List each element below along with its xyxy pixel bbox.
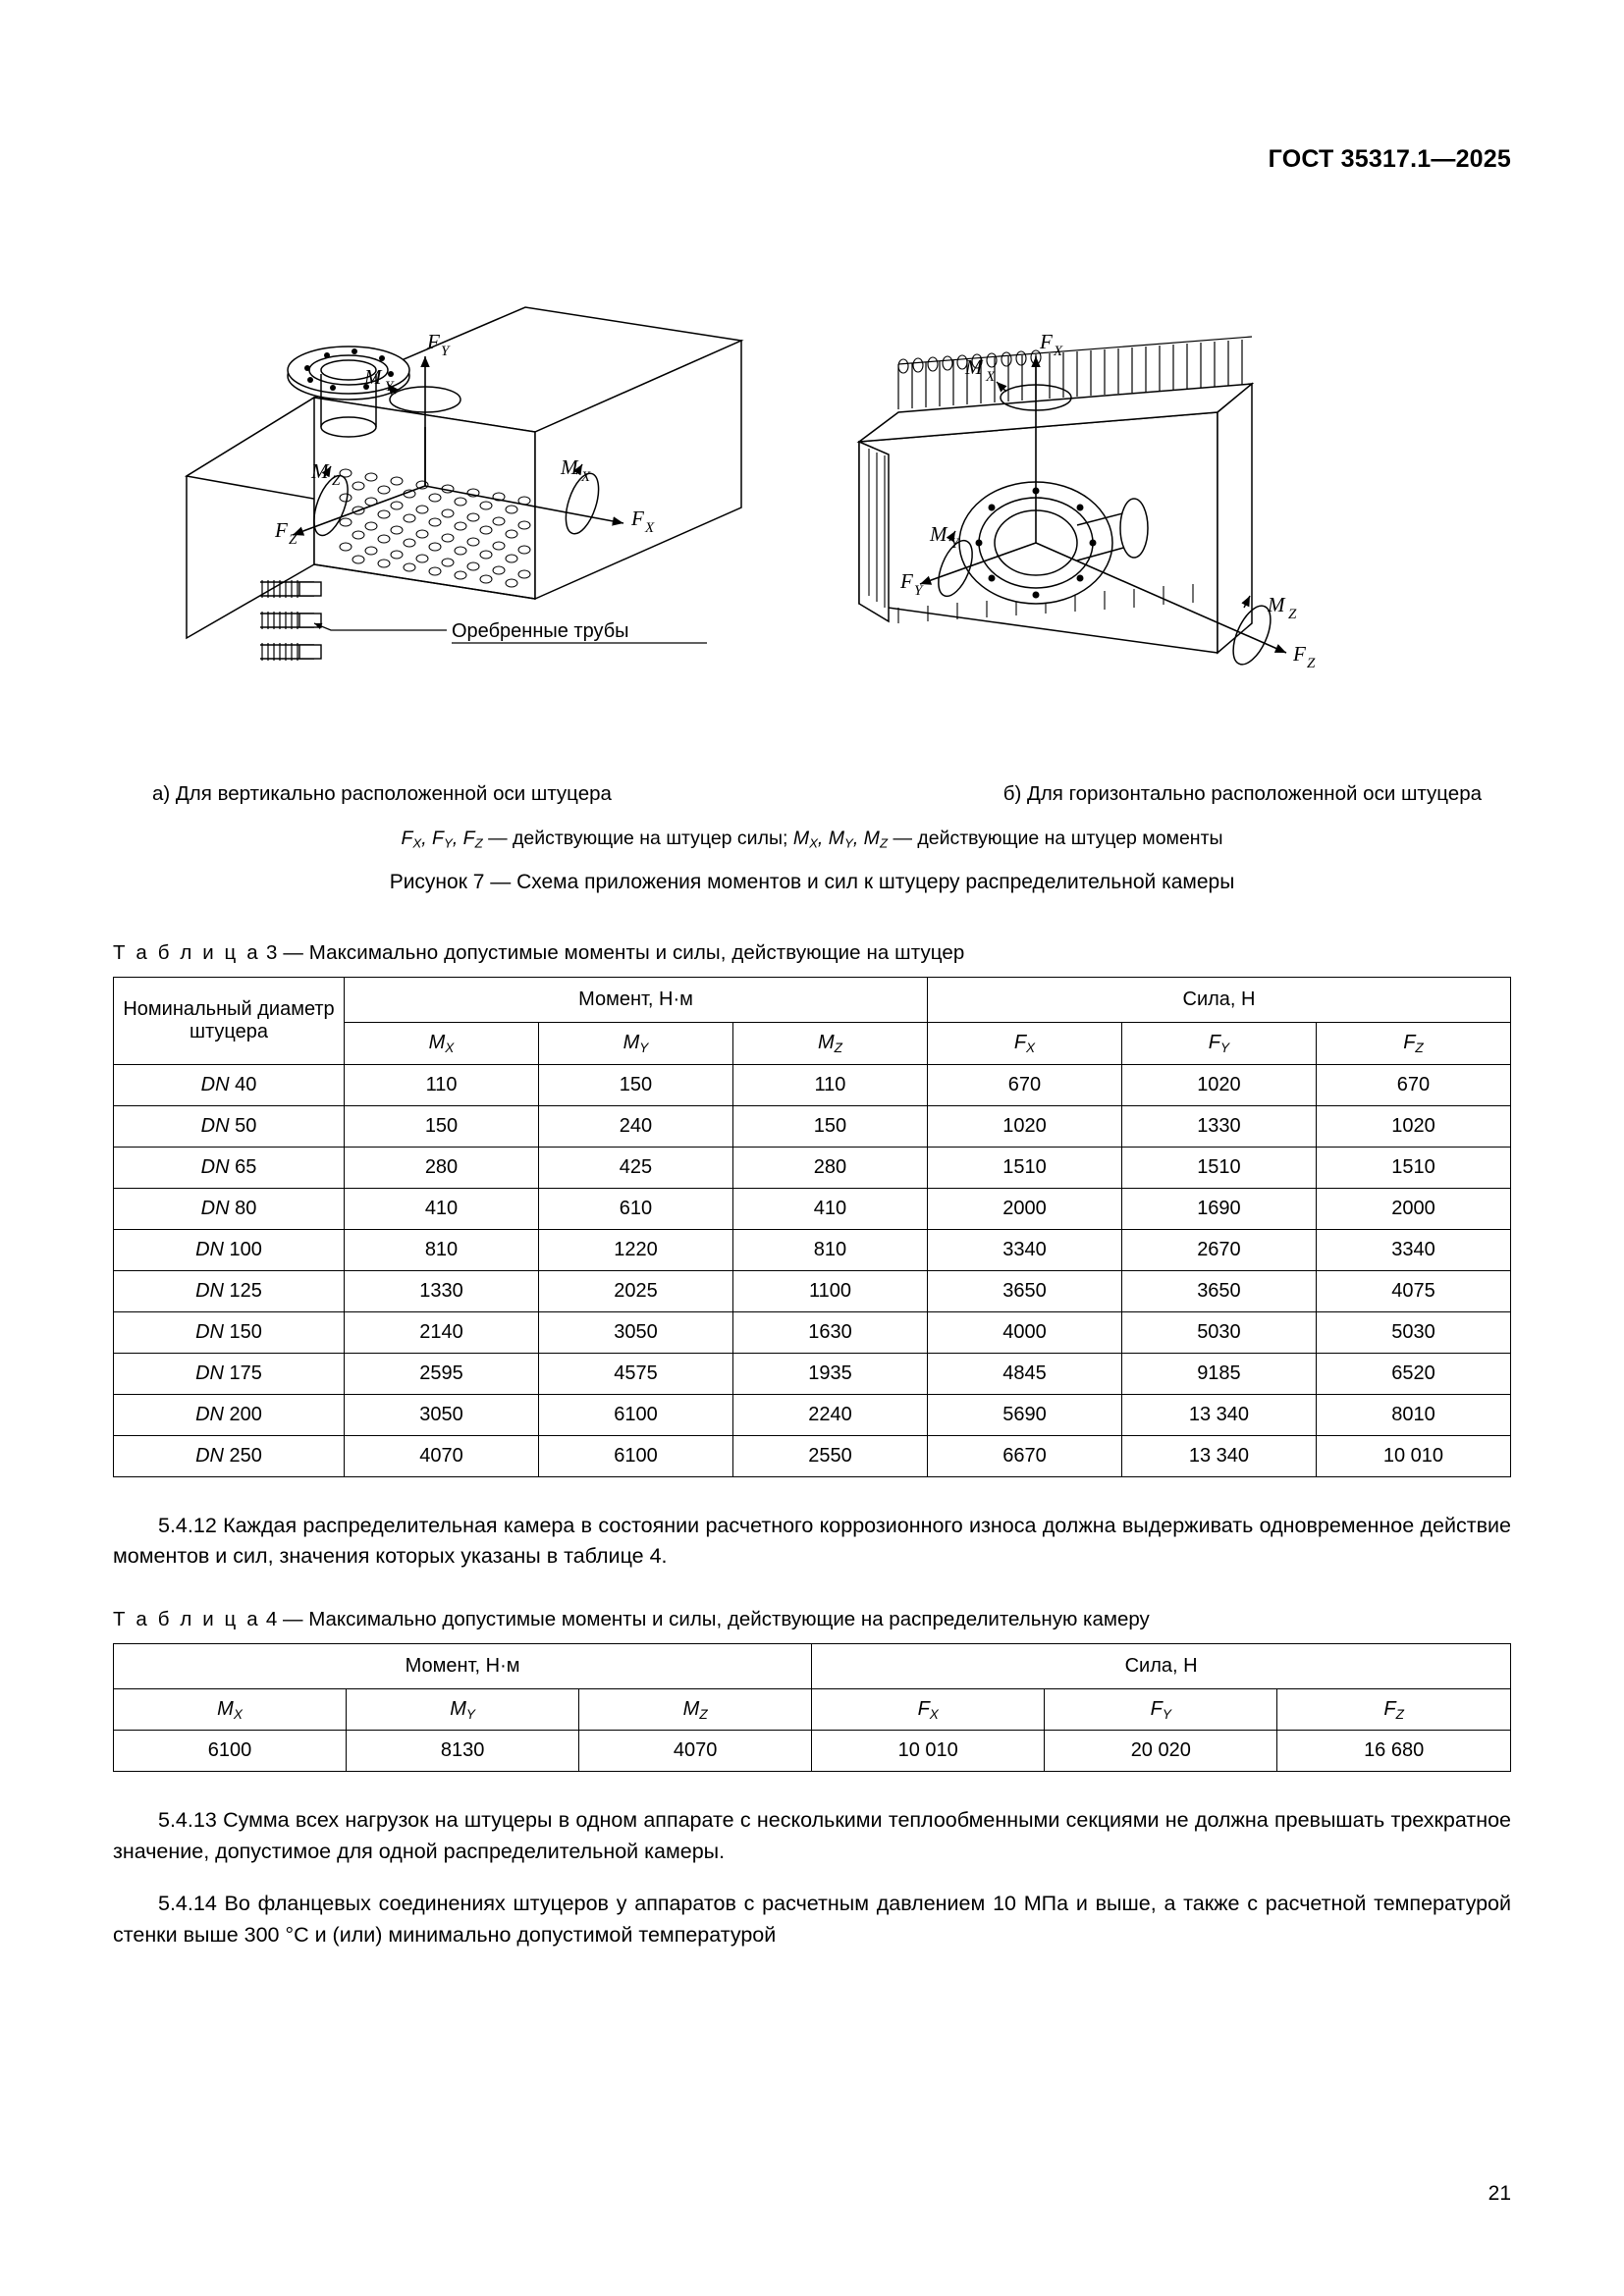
- table-3-group-force: Сила, Н: [927, 977, 1510, 1022]
- cell-fz: 3340: [1316, 1229, 1510, 1270]
- cell-fz: 8010: [1316, 1394, 1510, 1435]
- cell-my: 425: [539, 1147, 733, 1188]
- cell-my: 1220: [539, 1229, 733, 1270]
- cell-my: 610: [539, 1188, 733, 1229]
- svg-text:X: X: [986, 369, 996, 385]
- cell-my: 6100: [539, 1435, 733, 1476]
- figure-caption-b: б) Для горизонтально расположенной оси штуцера: [1002, 782, 1482, 805]
- table-3: [113, 977, 1511, 1477]
- table-4-title-prefix: Т а б л и ц а: [113, 1607, 261, 1630]
- cell-dn: DN 125: [114, 1270, 345, 1311]
- cell-my: 6100: [539, 1394, 733, 1435]
- cell-dn: DN 100: [114, 1229, 345, 1270]
- legend-m-sub-z: Z: [879, 835, 889, 851]
- cell-fz: 6520: [1316, 1353, 1510, 1394]
- legend-f3: , F: [452, 828, 475, 849]
- table-row: [114, 1105, 1511, 1147]
- cell-fy: 2670: [1121, 1229, 1316, 1270]
- table-row: [114, 1394, 1511, 1435]
- cell-fx: 1510: [927, 1147, 1121, 1188]
- table-4-col-fz: $F_Z$: [1277, 1688, 1511, 1731]
- table-3-title-prefix: Т а б л и ц а: [113, 940, 261, 964]
- svg-text:M: M: [930, 522, 947, 546]
- table-4-header-row-1: [114, 1643, 1511, 1688]
- table-row: [114, 1311, 1511, 1353]
- figure-7: [113, 191, 1511, 780]
- cell-mz: 150: [732, 1105, 927, 1147]
- cell-fz: 670: [1316, 1064, 1510, 1105]
- cell-fy: 1510: [1121, 1147, 1316, 1188]
- cell-my: 150: [539, 1064, 733, 1105]
- table-row: [114, 1188, 1511, 1229]
- table-3-group-moment: Момент, Н·м: [345, 977, 928, 1022]
- cell-fy: 13 340: [1121, 1435, 1316, 1476]
- cell-mz: 4070: [579, 1731, 812, 1772]
- table-3-body: [114, 1064, 1511, 1476]
- cell-dn: DN 80: [114, 1188, 345, 1229]
- svg-text:X: X: [645, 520, 655, 536]
- table-3-title: [113, 941, 1511, 965]
- cell-fx: 4845: [927, 1353, 1121, 1394]
- table-4-number: 4: [265, 1607, 278, 1630]
- legend-m-sub-x: X: [809, 835, 818, 851]
- cell-dn: DN 250: [114, 1435, 345, 1476]
- cell-mx: 2140: [345, 1311, 539, 1353]
- table-4: [113, 1643, 1511, 1773]
- svg-text:M: M: [561, 455, 578, 479]
- svg-text:X: X: [581, 469, 591, 485]
- legend-m: M: [792, 828, 810, 849]
- table-4-col-fy: $F_Y$: [1045, 1688, 1277, 1731]
- cell-fy: 1020: [1121, 1064, 1316, 1105]
- table-3-col-nominal-diameter: Номинальный диаметр штуцера: [114, 977, 345, 1064]
- table-4-title-text: — Максимально допустимые моменты и силы, действующие на распределительную камеру: [283, 1607, 1150, 1630]
- paragraph-5-4-14: 5.4.14 Во фланцевых соединениях штуцеров у аппаратов с расчетным давлением 10 МПа и выше, а также с расчетной температурой стенки выше 300 °С и (или) минимально допустимой температурой: [113, 1892, 1511, 1947]
- cell-fz: 1020: [1316, 1105, 1510, 1147]
- cell-mx: 280: [345, 1147, 539, 1188]
- svg-text:X: X: [1054, 344, 1063, 359]
- table-4-group-moment: Момент, Н·м: [114, 1643, 812, 1688]
- table-row: [114, 1229, 1511, 1270]
- finned-tubes-label: Оребренные трубы: [452, 620, 629, 642]
- legend-m2: , M: [817, 828, 844, 849]
- cell-mx: 150: [345, 1105, 539, 1147]
- table-row: [114, 1147, 1511, 1188]
- legend-f: F: [401, 828, 413, 849]
- cell-fx: 10 010: [812, 1731, 1045, 1772]
- cell-fy: 3650: [1121, 1270, 1316, 1311]
- cell-dn: DN 65: [114, 1147, 345, 1188]
- cell-fx: 1020: [927, 1105, 1121, 1147]
- table-4-col-mx: $M_X$: [114, 1688, 347, 1731]
- legend-text-forces: — действующие на штуцер силы;: [482, 828, 793, 849]
- table-4-col-fx: $F_X$: [812, 1688, 1045, 1731]
- svg-text:F: F: [427, 330, 440, 353]
- table-3-col-mz: $M_Z$: [732, 1022, 927, 1064]
- cell-mx: 2595: [345, 1353, 539, 1394]
- table-3-header-row-1: [114, 977, 1511, 1022]
- cell-fz: 10 010: [1316, 1435, 1510, 1476]
- svg-text:M: M: [1268, 593, 1285, 616]
- table-3-col-fz: $F_Z$: [1316, 1022, 1510, 1064]
- cell-fx: 4000: [927, 1311, 1121, 1353]
- table-4-title: [113, 1608, 1511, 1631]
- cell-mz: 410: [732, 1188, 927, 1229]
- cell-my: 240: [539, 1105, 733, 1147]
- cell-my: 4575: [539, 1353, 733, 1394]
- table-3-col-my: $M_Y$: [539, 1022, 733, 1064]
- cell-fz: 1510: [1316, 1147, 1510, 1188]
- cell-mz: 1935: [732, 1353, 927, 1394]
- cell-fz: 16 680: [1277, 1731, 1511, 1772]
- cell-fz: 5030: [1316, 1311, 1510, 1353]
- cell-mz: 810: [732, 1229, 927, 1270]
- cell-mz: 2240: [732, 1394, 927, 1435]
- svg-text:Z: Z: [332, 473, 341, 489]
- svg-text:F: F: [275, 518, 288, 542]
- cell-fx: 670: [927, 1064, 1121, 1105]
- table-3-col-fx: $F_X$: [927, 1022, 1121, 1064]
- page-header: ГОСТ 35317.1—2025: [1268, 145, 1511, 173]
- cell-mz: 110: [732, 1064, 927, 1105]
- cell-fz: 2000: [1316, 1188, 1510, 1229]
- cell-fz: 4075: [1316, 1270, 1510, 1311]
- cell-fx: 5690: [927, 1394, 1121, 1435]
- cell-dn: DN 150: [114, 1311, 345, 1353]
- svg-text:F: F: [631, 507, 644, 530]
- table-row: [114, 1270, 1511, 1311]
- cell-dn: DN 40: [114, 1064, 345, 1105]
- svg-text:Y: Y: [914, 583, 923, 599]
- figure-legend: [113, 828, 1511, 851]
- cell-my: 8130: [347, 1731, 579, 1772]
- svg-text:Z: Z: [1307, 656, 1316, 671]
- table-3-col-fy: $F_Y$: [1121, 1022, 1316, 1064]
- svg-text:M: M: [311, 459, 329, 483]
- legend-m3: , M: [852, 828, 880, 849]
- cell-mz: 2550: [732, 1435, 927, 1476]
- figure-subcaptions: [113, 782, 1511, 806]
- svg-text:Y: Y: [950, 536, 959, 552]
- legend-f-sub-x: X: [412, 835, 422, 851]
- cell-mx: 3050: [345, 1394, 539, 1435]
- cell-fy: 1690: [1121, 1188, 1316, 1229]
- cell-my: 2025: [539, 1270, 733, 1311]
- table-4-col-my: $M_Y$: [347, 1688, 579, 1731]
- table-3-number: 3: [266, 940, 278, 964]
- cell-fy: 20 020: [1045, 1731, 1277, 1772]
- svg-text:M: M: [364, 365, 382, 389]
- cell-dn: DN 200: [114, 1394, 345, 1435]
- paragraph-5-4-13: 5.4.13 Сумма всех нагрузок на штуцеры в одном аппарате с несколькими теплообменными секциями не должна превышать трехкратное значение, допустимое для одной распределительной камеры.: [113, 1808, 1511, 1864]
- svg-text:Z: Z: [1288, 607, 1297, 622]
- cell-fy: 13 340: [1121, 1394, 1316, 1435]
- figure-7-caption: Рисунок 7 — Схема приложения моментов и сил к штуцеру распределительной камеры: [389, 870, 1235, 893]
- table-row: [114, 1731, 1511, 1772]
- cell-dn: DN 175: [114, 1353, 345, 1394]
- table-row: [114, 1064, 1511, 1105]
- cell-fy: 1330: [1121, 1105, 1316, 1147]
- cell-dn: DN 50: [114, 1105, 345, 1147]
- legend-f2: , F: [421, 828, 444, 849]
- cell-fy: 9185: [1121, 1353, 1316, 1394]
- table-row: [114, 1353, 1511, 1394]
- legend-m-sub-y: Y: [844, 835, 853, 851]
- cell-mz: 280: [732, 1147, 927, 1188]
- table-4-body: [114, 1731, 1511, 1772]
- cell-mz: 1100: [732, 1270, 927, 1311]
- cell-fx: 3340: [927, 1229, 1121, 1270]
- figure-caption-a: а) Для вертикально расположенной оси штуцера: [152, 782, 612, 805]
- paragraph-5-4-12: 5.4.12 Каждая распределительная камера в состоянии расчетного коррозионного износа должна выдерживать одновременное действие моментов и сил, значения которых указаны в таблице 4.: [113, 1513, 1511, 1569]
- svg-text:Y: Y: [385, 379, 394, 395]
- table-3-col-mx: $M_X$: [345, 1022, 539, 1064]
- cell-fx: 6670: [927, 1435, 1121, 1476]
- cell-fx: 2000: [927, 1188, 1121, 1229]
- cell-mx: 810: [345, 1229, 539, 1270]
- svg-text:F: F: [900, 569, 913, 593]
- cell-mx: 1330: [345, 1270, 539, 1311]
- page-number: 21: [1488, 2182, 1511, 2205]
- svg-text:M: M: [965, 355, 983, 379]
- svg-text:Z: Z: [289, 532, 298, 548]
- table-4-header-row-2: [114, 1688, 1511, 1731]
- legend-f-sub-z: Z: [474, 835, 483, 851]
- legend-f-sub-y: Y: [443, 835, 453, 851]
- cell-fx: 3650: [927, 1270, 1121, 1311]
- legend-text-moments: — действующие на штуцер моменты: [888, 828, 1223, 849]
- cell-mx: 6100: [114, 1731, 347, 1772]
- svg-text:F: F: [1293, 642, 1306, 666]
- table-4-col-mz: $M_Z$: [579, 1688, 812, 1731]
- cell-fy: 5030: [1121, 1311, 1316, 1353]
- table-4-group-force: Сила, Н: [812, 1643, 1511, 1688]
- svg-text:Y: Y: [441, 344, 450, 359]
- table-3-title-text: — Максимально допустимые моменты и силы, действующие на штуцер: [283, 940, 965, 964]
- cell-mx: 4070: [345, 1435, 539, 1476]
- cell-mx: 110: [345, 1064, 539, 1105]
- figure-7-drawing: [113, 191, 1511, 780]
- cell-my: 3050: [539, 1311, 733, 1353]
- cell-mz: 1630: [732, 1311, 927, 1353]
- cell-mx: 410: [345, 1188, 539, 1229]
- svg-text:F: F: [1040, 330, 1053, 353]
- table-row: [114, 1435, 1511, 1476]
